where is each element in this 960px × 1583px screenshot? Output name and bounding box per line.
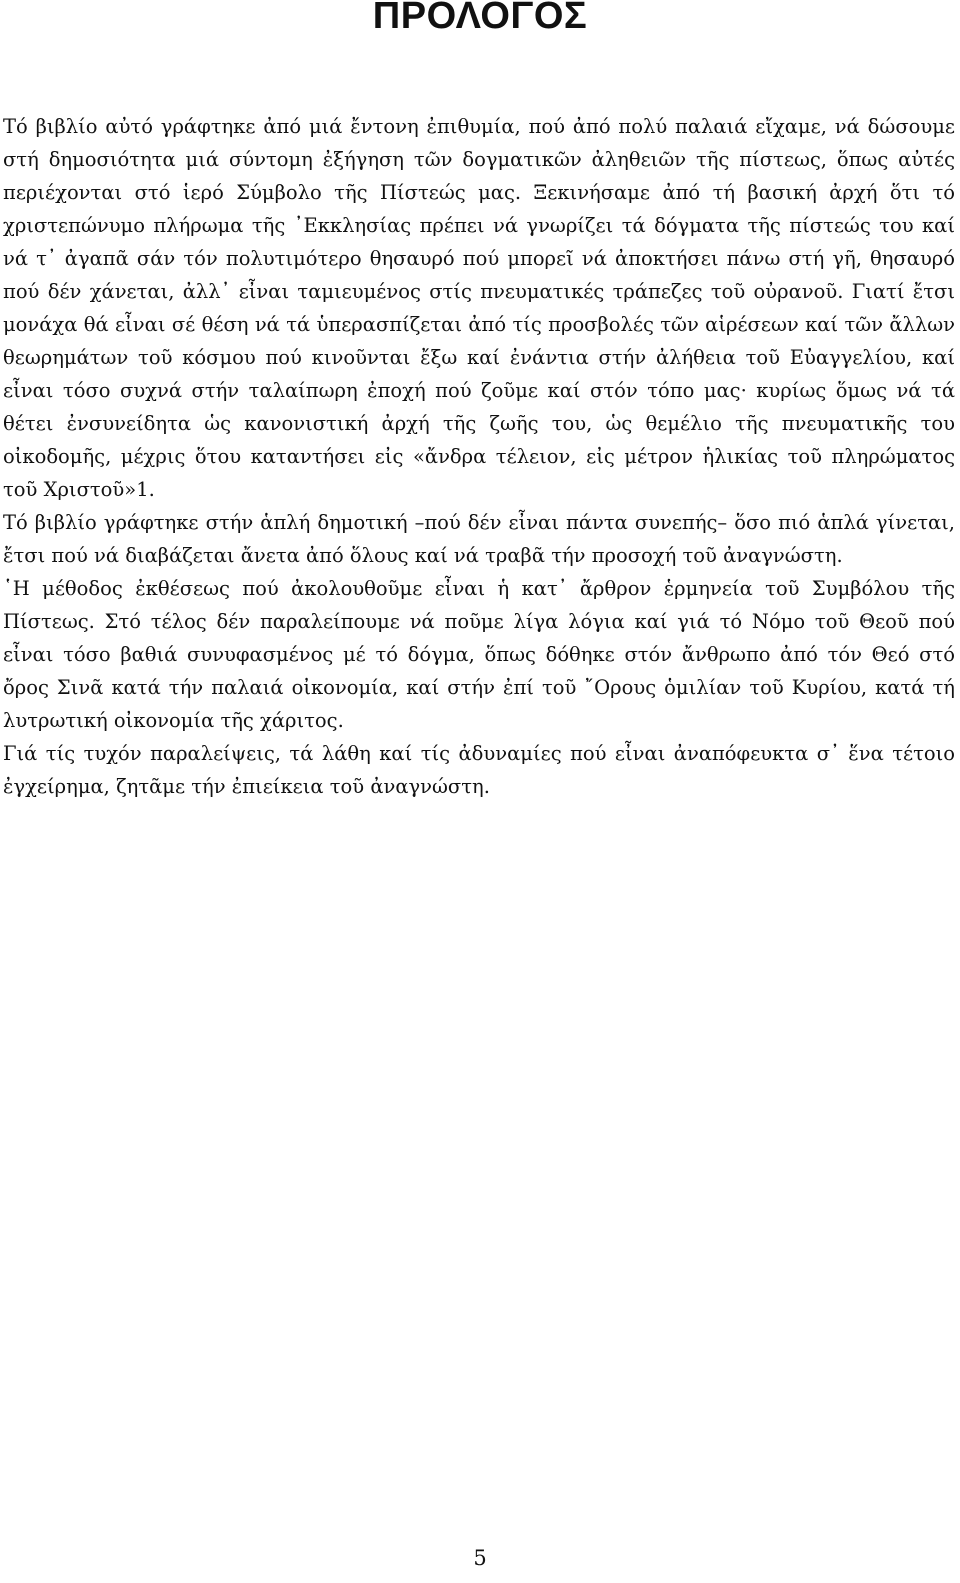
document-body	[3, 110, 955, 803]
paragraph-intro: Τό βιβλίο αὐτό γράφτηκε ἀπό μιά ἔντονη ἐπιθυμία, πού ἀπό πολύ παλαιά εἴχαμε, νά δώσουμε στή δημοσιότητα μιά σύντομη ἐξήγηση τῶν δογματικῶν ἀληθειῶν τῆς πίστεως, ὅπως αὐτές περιέχονται στό ἱερό Σύμβολο τῆς Πίστεώς μας. Ξεκινήσαμε ἀπό τή βασική ἀρχή ὅτι τό χριστεπώνυμο πλήρωμα τῆς ᾿Εκκλησίας πρέπει νά γνωρίζει τά δόγματα τῆς πίστεώς του καί νά τ᾿ ἀγαπᾶ σάν τόν πολυτιμότερο θησαυρό πού μπορεῖ νά ἀποκτήσει πάνω στή γῆ, θησαυρό πού δέν χάνεται, ἀλλ᾿ εἶναι ταμιευμένος στίς πνευματικές τράπεζες τοῦ οὐρανοῦ. Γιατί ἔτσι μονάχα θά εἶναι σέ θέση νά τά ὑπερασπίζεται ἀπό τίς προσβολές τῶν αἱρέσεων καί τῶν ἄλλων θεωρημάτων τοῦ κόσμου πού κινοῦνται ἔξω καί ἐνάντια στήν ἀλήθεια τοῦ Εὐαγγελίου, καί εἶναι τόσο συχνά στήν ταλαίπωρη ἐποχή πού ζοῦμε καί στόν τόπο μας· κυρίως ὅμως νά τά θέτει ἐνσυνείδητα ὡς κανονιστική ἀρχή τῆς ζωῆς του, ὡς θεμέλιο τῆς πνευματικῆς του οἰκοδομῆς, μέχρις ὅτου καταντήσει εἰς «ἄνδρα τέλειον, εἰς μέτρον ἡλικίας τοῦ πληρώματος τοῦ Χριστοῦ»1.	[3, 115, 955, 501]
paragraph-method: ῾Η μέθοδος ἐκθέσεως πού ἀκολουθοῦμε εἶναι ἡ κατ᾿ ἄρθρον ἑρμηνεία τοῦ Συμβόλου τῆς Πίστεως. Στό τέλος δέν παραλείπουμε νά ποῦμε λίγα λόγια καί γιά τό Νόμο τοῦ Θεοῦ πού εἶναι τόσο βαθιά συνυφασμένος μέ τό δόγμα, ὅπως δόθηκε στόν ἄνθρωπο ἀπό τόν Θεό στό ὄρος Σινᾶ κατά τήν παλαιά οἰκονομία, καί στήν ἐπί τοῦ ῎Ορους ὁμιλίαν τοῦ Κυρίου, κατά τή λυτρωτική οἰκονομία τῆς χάριτος.	[3, 577, 955, 732]
page-number: 5	[473, 1546, 487, 1570]
page-title: ΠΡΟΛΟΓΟΣ	[372, 0, 588, 37]
paragraph-language: Τό βιβλίο γράφτηκε στήν ἁπλή δημοτική –πού δέν εἶναι πάντα συνεπής– ὅσο πιό ἁπλά γίνεται, ἔτσι πού νά διαβάζεται ἄνετα ἀπό ὅλους καί νά τραβᾶ τήν προσοχή τοῦ ἀναγνώστη.	[3, 511, 955, 567]
paragraph-apology: Γιά τίς τυχόν παραλείψεις, τά λάθη καί τίς ἀδυναμίες πού εἶναι ἀναπόφευκτα σ᾿ ἕνα τέτοιο ἐγχείρημα, ζητᾶμε τήν ἐπιείκεια τοῦ ἀναγνώστη.	[3, 742, 955, 798]
